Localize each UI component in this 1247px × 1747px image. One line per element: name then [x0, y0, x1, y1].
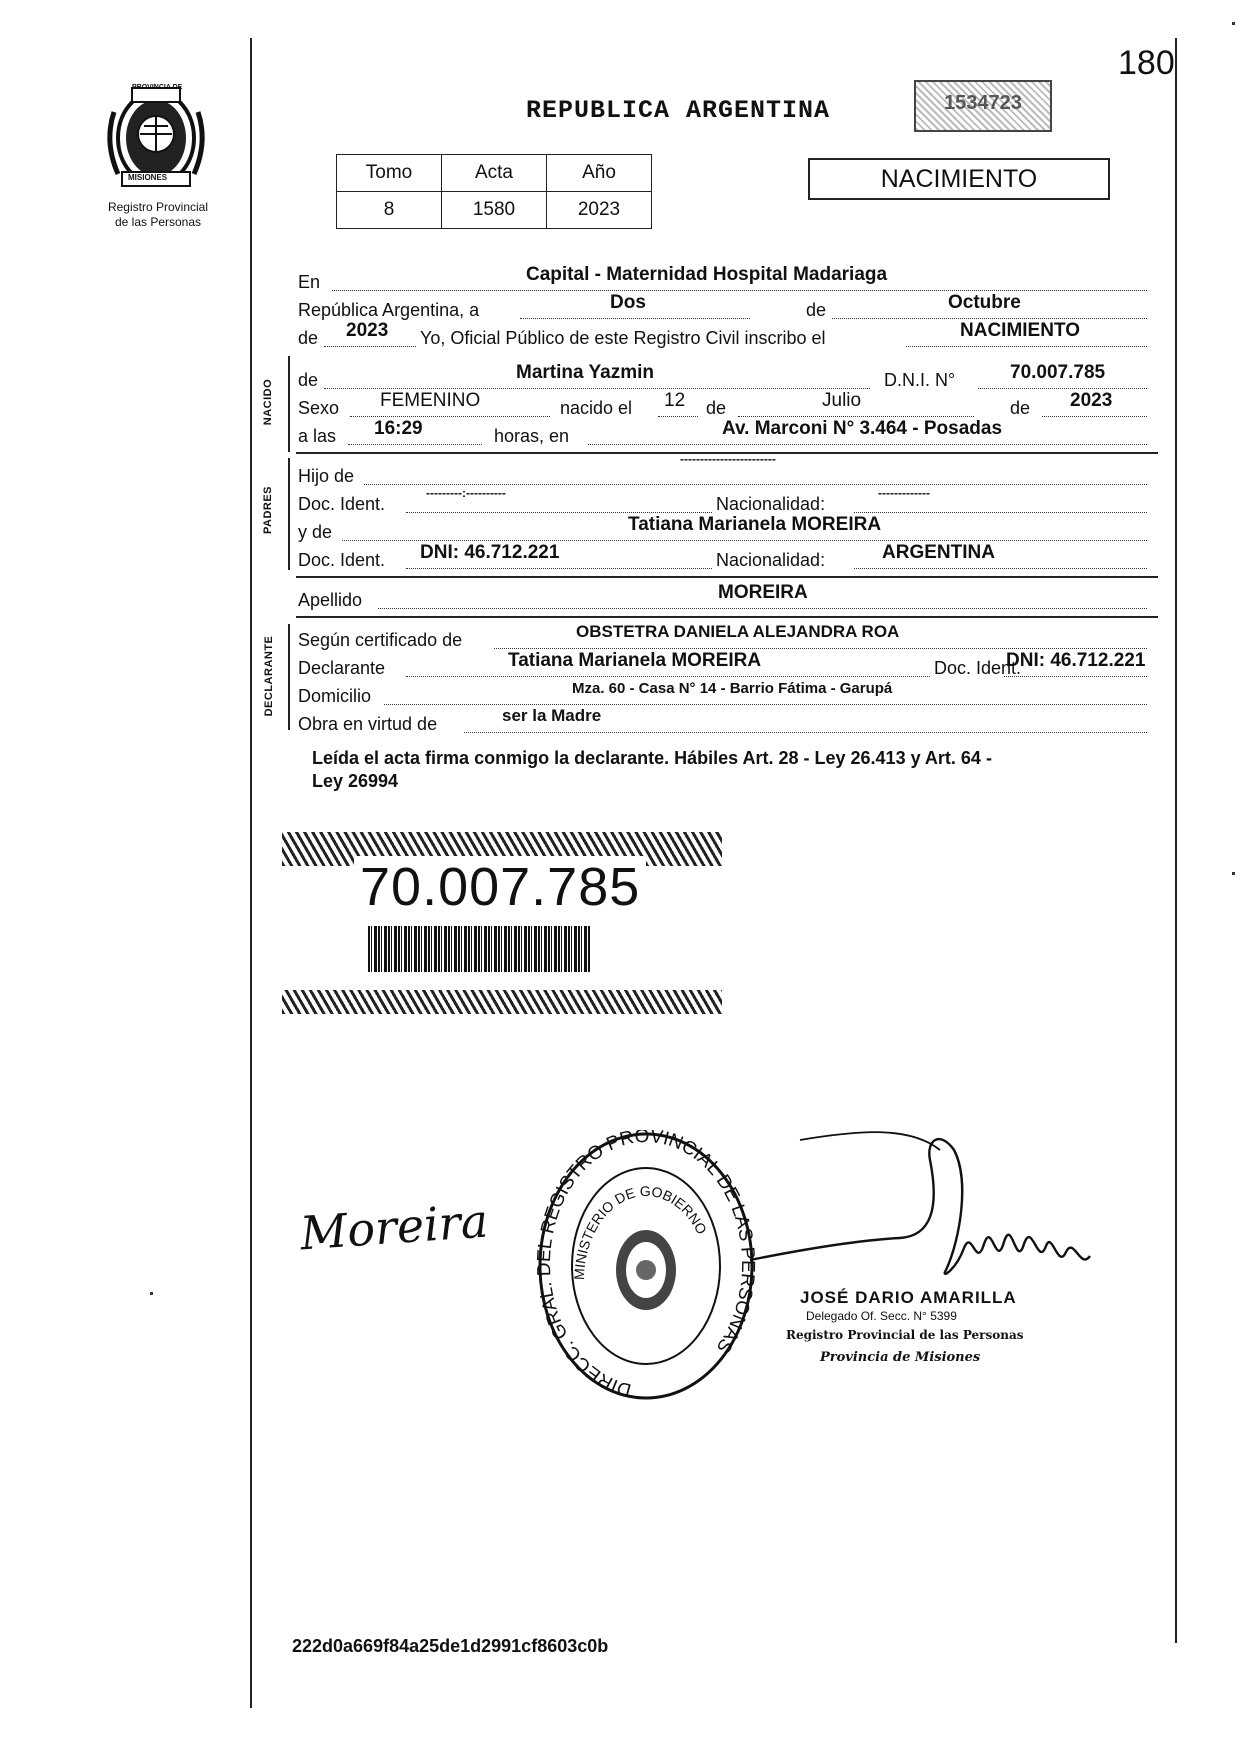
birth-year: 2023 [1070, 390, 1113, 411]
day-value: Dos [610, 292, 646, 313]
horas-label: horas, en [494, 426, 570, 446]
logo-text-top: PROVINCIA DE [132, 84, 183, 91]
decl-label: Declarante [298, 658, 386, 678]
section-divider [296, 576, 1158, 578]
de-label: de [298, 370, 319, 390]
table-cell: 2023 [547, 192, 652, 229]
line-doc2 [298, 542, 1158, 574]
alas-label: a las [298, 426, 337, 446]
dni-label: D.N.I. N° [884, 370, 956, 390]
birth-place: Av. Marconi N° 3.464 - Posadas [722, 418, 1003, 439]
yde-label: y de [298, 522, 333, 542]
declarante-side-label: DECLARANTE [263, 635, 275, 717]
doc2-label: Doc. Ident. [298, 550, 386, 570]
doc-value: DNI: 46.712.221 [1006, 650, 1146, 671]
handwritten-signature: Moreira [298, 1193, 490, 1261]
hijo-label: Hijo de [298, 466, 355, 486]
scan-speck [150, 1292, 153, 1295]
scan-speck [1232, 872, 1235, 875]
dom-label: Domicilio [298, 686, 372, 706]
birth-time: 16:29 [374, 418, 423, 439]
apellido-label: Apellido [298, 590, 363, 610]
nacido-label: nacido el [560, 398, 633, 418]
officer-name: JOSÉ DARIO AMARILLA [800, 1288, 1017, 1307]
line-obra [298, 706, 1158, 738]
document-type: NACIMIENTO [880, 165, 1038, 193]
stamp-code: 1534723 [944, 92, 1022, 114]
seal-outer-text: DIRECC. GRAL. DEL REGISTRO PROVINCIAL DE LAS P RSONAS [536, 1130, 756, 1401]
year-value: 2023 [346, 320, 389, 341]
obra-value: ser la Madre [502, 706, 602, 725]
sexo-label: Sexo [298, 398, 340, 418]
officer-text: Yo, Oficial Público de este Registro Civil inscribo el [420, 328, 826, 348]
line-year [298, 320, 1158, 352]
record-table-header-row [337, 155, 652, 192]
de-label: de [1010, 398, 1031, 418]
cert-value: OBSTETRA DANIELA ALEJANDRA ROA [576, 622, 900, 641]
doc1-value: ---------:---------- [426, 486, 506, 500]
year-prefix: de [298, 328, 319, 348]
scan-speck [1232, 22, 1235, 25]
child-name: Martina Yazmin [516, 362, 654, 383]
stamp-code-badge [914, 80, 1052, 132]
table-header-cell: Año [547, 155, 652, 192]
record-table-value-row [337, 192, 652, 229]
closing-text-line1: Leída el acta firma conmigo la declarante. Hábiles Art. 28 - Ley 26.413 y Art. 64 - [312, 748, 992, 768]
official-seal [536, 1130, 756, 1402]
doc1-label: Doc. Ident. [298, 494, 386, 514]
logo-text-bottom: MISIONES [128, 173, 168, 182]
obra-label: Obra en virtud de [298, 714, 438, 734]
republic-label: República Argentina, a [298, 300, 480, 320]
right-margin-line [1175, 38, 1177, 1643]
document-type-box [808, 158, 1110, 200]
birth-day: 12 [664, 390, 686, 411]
document-hash: 222d0a669f84a25de1d2991cf8603c0b [292, 1636, 609, 1656]
dom-value: Mza. 60 - Casa N° 14 - Barrio Fátima - Garupá [572, 680, 893, 697]
section-bracket [288, 356, 290, 452]
sexo-value: FEMENINO [380, 390, 481, 411]
registry-line1: Registro Provincial [107, 200, 209, 214]
barcode [368, 926, 590, 972]
padres-side-label: PADRES [262, 485, 274, 535]
doc2-value: DNI: 46.712.221 [420, 542, 560, 563]
decl-value: Tatiana Marianela MOREIRA [508, 650, 762, 671]
registry-line2: de las Personas [114, 215, 202, 229]
line-en [298, 264, 1158, 296]
event-value: NACIMIENTO [960, 320, 1080, 341]
stamp-number: 70.007.785 [354, 856, 646, 918]
mother-name: Tatiana Marianela MOREIRA [628, 514, 882, 535]
table-cell: 1580 [442, 192, 547, 229]
de-label: de [806, 300, 827, 320]
officer-registry: Registro Provincial de las Personas [786, 1328, 1024, 1342]
child-dni: 70.007.785 [1010, 362, 1106, 383]
table-cell: 8 [337, 192, 442, 229]
father-name: ------------------------ [680, 452, 776, 466]
month-value: Octubre [948, 292, 1021, 313]
officer-province: Provincia de Misiones [820, 1350, 981, 1365]
place-value: Capital - Maternidad Hospital Madariaga [526, 264, 888, 285]
line-domicilio [298, 680, 1158, 710]
seal-inner-text: MINISTERIO DE GOBIERNO [570, 1182, 711, 1281]
page-number: 180 [1118, 44, 1175, 82]
de-label: de [706, 398, 727, 418]
section-bracket [288, 458, 290, 570]
nac2-label: Nacionalidad: [716, 550, 826, 570]
line-declarante [298, 650, 1158, 682]
line-nacido-time [298, 418, 1158, 450]
closing-text-line2: Ley 26994 [312, 771, 399, 791]
doc-label: Doc. Ident. [934, 658, 1022, 678]
nac2-value: ARGENTINA [882, 542, 995, 563]
page-title: REPUBLICA ARGENTINA [526, 96, 831, 125]
birth-month: Julio [822, 390, 862, 411]
left-margin-line [250, 38, 252, 1708]
nacido-side-label: NACIDO [262, 378, 274, 426]
nac1-label: Nacionalidad: [716, 494, 826, 514]
apellido-value: MOREIRA [718, 582, 808, 603]
dotted-line [364, 464, 1147, 485]
line-apellido [298, 582, 1158, 614]
nac1-value: ------------- [878, 486, 930, 500]
en-label: En [298, 272, 321, 292]
section-bracket [288, 624, 290, 730]
officer-title: Delegado Of. Secc. N° 5399 [806, 1309, 957, 1323]
security-band-bottom [282, 990, 722, 1014]
table-header-cell: Tomo [337, 155, 442, 192]
table-header-cell: Acta [442, 155, 547, 192]
section-divider [296, 616, 1158, 618]
record-table [336, 154, 652, 229]
cert-label: Según certificado de [298, 630, 463, 650]
